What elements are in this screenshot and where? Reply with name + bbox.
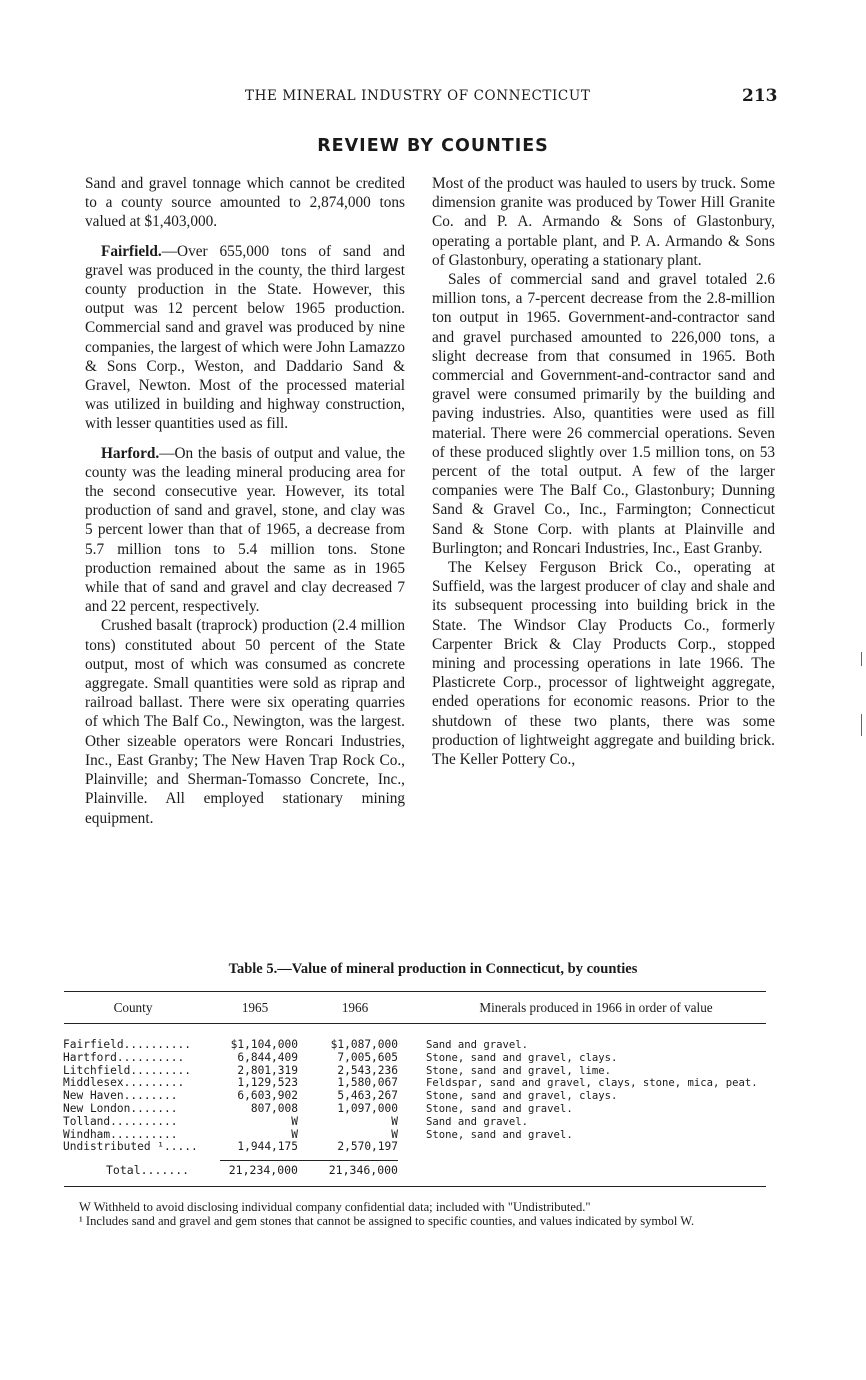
cell-1965: 807,008 xyxy=(250,1101,298,1115)
paragraph: Sand and gravel tonnage which cannot be credited to a county source amounted to 2,874,000 tons valued at $1,403,000. xyxy=(85,175,405,231)
cell-minerals: Stone, sand and gravel. xyxy=(426,1128,573,1141)
footnote-1: ¹ Includes sand and gravel and gem stones that cannot be assigned to specific counties, and values indicated by symbol W. xyxy=(79,1214,695,1228)
table-row: New Haven........ xyxy=(63,1089,178,1103)
cell-1966: W xyxy=(391,1114,398,1128)
cell-1965: W xyxy=(291,1127,298,1141)
paragraph: The Kelsey Ferguson Brick Co., operating at Suffield, was the largest producer of clay and shale and its subsequent processing into building brick in the State. The Windsor Clay Products Co., formerly Carpenter Brick & Clay Products Corp., stopped mining and processing operations in late 1966. The Plasticrete Corp., processor of lightweight aggregate, ended operations for economic reasons. Prior to the shutdown of these two plants, there was some production of lightweight aggregate and building brick. The Keller Pottery Co., xyxy=(432,559,775,769)
table-row: Middlesex......... xyxy=(63,1076,185,1090)
table-header-rule xyxy=(64,1023,766,1024)
table-bottom-rule xyxy=(64,1186,766,1187)
table-row: Hartford.......... xyxy=(63,1050,185,1064)
cell-minerals: Sand and gravel. xyxy=(426,1039,529,1051)
right-column xyxy=(432,174,775,769)
cell-1966: 1,097,000 xyxy=(337,1101,398,1115)
page-number: 213 xyxy=(742,86,778,106)
footnotes xyxy=(62,1200,767,1228)
cell-1965: W xyxy=(291,1114,298,1128)
table-row: Undistributed ¹..... xyxy=(63,1140,198,1154)
paragraph: Crushed basalt (traprock) production (2.4 million tons) constituted about 50 percent of the State output, most of which was consumed as concrete aggregate. Small quantities were sold as riprap and railroad ballast. There were six operating quarries of which The Balf Co., Newington, was the largest. Other sizeable operators were Roncari Industries, Inc., East Granby; The New Haven Trap Rock Co., Plainville; and Sherman-Tomasso Concrete, Inc., Plainville. All employed stationary mining equipment. xyxy=(85,617,405,827)
section-title: REVIEW BY COUNTIES xyxy=(317,136,549,156)
scan-mark xyxy=(861,652,862,666)
cell-minerals: Stone, sand and gravel, clays. xyxy=(426,1090,618,1103)
scan-mark xyxy=(861,714,862,736)
county-heading: Fairfield. xyxy=(101,242,162,260)
paragraph-harford xyxy=(85,444,405,617)
values-1966-column xyxy=(312,1039,398,1154)
county-column xyxy=(63,1039,203,1154)
cell-1965: $1,104,000 xyxy=(230,1038,298,1051)
paragraph: Most of the product was hauled to users by truck. Some dimension granite was produced by Tower Hill Granite Co. and P. A. Armando & Sons of Glastonbury, operating a portable plant, and P. A. Armando & Sons of Glastonbury, operating a stationary plant. xyxy=(432,175,775,269)
table-row: Windham.......... xyxy=(63,1127,178,1141)
table-row: New London....... xyxy=(63,1101,178,1115)
total-1966: 21,346,000 xyxy=(328,1163,398,1177)
table-top-rule xyxy=(64,991,766,992)
total-rule xyxy=(220,1160,398,1161)
paragraph-text: —Over 655,000 tons of sand and gravel was produced in the county, the third largest county production in the State. However, this output was 12 percent below 1965 production. Commercial sand and gravel was produced by nine companies, the largest of which were John Lamazzo & Sons Corp., Weston, and Daddario Sand & Gravel, Newton. Most of the processed material was utilized in building and highway construction, with lesser quantities used as fill. xyxy=(85,242,405,433)
cell-1966: 7,005,605 xyxy=(337,1050,398,1064)
cell-1966: W xyxy=(391,1127,398,1141)
cell-1966: 5,463,267 xyxy=(337,1089,398,1103)
cell-1965: 1,944,175 xyxy=(237,1140,298,1154)
values-1965-column xyxy=(212,1039,298,1154)
table-row: Litchfield......... xyxy=(63,1063,191,1077)
header-county: County xyxy=(113,1000,153,1015)
county-heading: Harford. xyxy=(101,444,160,462)
cell-minerals: Stone, sand and gravel, clays. xyxy=(426,1051,618,1064)
table-title: Table 5.—Value of mineral production in Connecticut, by counties xyxy=(228,961,638,977)
paragraph-text: —On the basis of output and value, the county was the leading mineral producing area for the second consecutive year. However, its total production of sand and gravel, stone, and clay was 5 percent lower than that of 1965, a decrease from 5.7 million tons to 5.4 million tons. Stone production remained about the same as in 1965 while that of sand and gravel and clay decreased 7 and 22 percent, respectively. xyxy=(85,444,405,616)
paragraph: Sales of commercial sand and gravel totaled 2.6 million tons, a 7-percent decrease from the 2.8-million ton output in 1965. Government-and-contractor sand and gravel purchased amounted to 226,000 tons, a slight decrease from that consumed in 1965. Both commercial and Government-and-contractor sand and gravel were consumed primarily by the building and paving industries. Also, quantities were used as fill material. There were 26 commercial operations. Seven of these produced slightly over 1.5 million tons, on 53 percent of the total output. A few of the larger companies were The Balf Co., Glastonbury; Dunning Sand & Gravel Co., Inc., Farmington; Connecticut Sand & Stone Corp. with plants at Plainville and Burlington; and Roncari Industries, Inc., East Granby. xyxy=(432,271,775,557)
cell-minerals: Feldspar, sand and gravel, clays, stone, mica, peat. xyxy=(426,1077,758,1090)
header-1965: 1965 xyxy=(241,1000,269,1015)
cell-minerals: Sand and gravel. xyxy=(426,1115,529,1128)
paragraph-fairfield xyxy=(85,242,405,434)
cell-1965: 6,844,409 xyxy=(237,1050,298,1064)
left-column xyxy=(85,174,405,828)
cell-1965: 1,129,523 xyxy=(237,1076,298,1090)
cell-1965: 2,801,319 xyxy=(237,1063,298,1077)
cell-1966: 2,543,236 xyxy=(337,1063,398,1077)
total-label: Total....... xyxy=(106,1163,190,1177)
table-row: Fairfield.......... xyxy=(63,1038,191,1051)
header-minerals: Minerals produced in 1966 in order of value xyxy=(479,1000,713,1015)
footnote-w: W Withheld to avoid disclosing individual company confidential data; included with "Undistributed." xyxy=(79,1200,591,1214)
minerals-column xyxy=(426,1039,766,1141)
running-head: THE MINERAL INDUSTRY OF CONNECTICUT xyxy=(245,88,591,104)
table-row: Tolland.......... xyxy=(63,1114,178,1128)
header-1966: 1966 xyxy=(341,1000,369,1015)
cell-1966: $1,087,000 xyxy=(330,1038,398,1051)
cell-minerals: Stone, sand and gravel. xyxy=(426,1102,573,1115)
cell-1965: 6,603,902 xyxy=(237,1089,298,1103)
cell-1966: 2,570,197 xyxy=(337,1140,398,1154)
cell-1966: 1,580,067 xyxy=(337,1076,398,1090)
cell-minerals: Stone, sand and gravel, lime. xyxy=(426,1064,611,1077)
total-1965: 21,234,000 xyxy=(228,1163,298,1177)
